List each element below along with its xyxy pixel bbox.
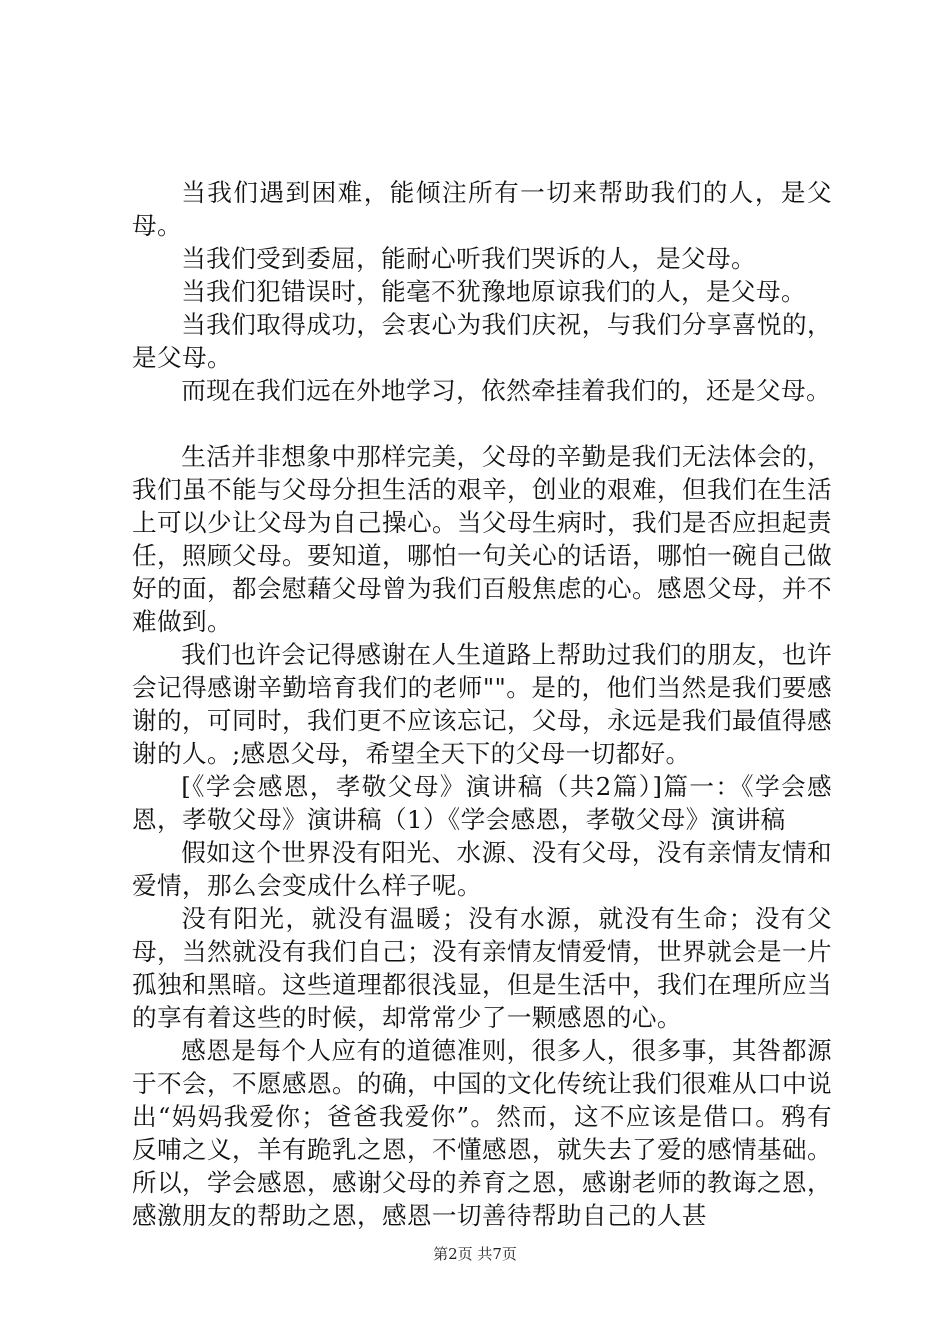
paragraph-5: 而现在我们远在外地学习，依然牵挂着我们的，还是父母。 [181, 376, 832, 405]
paragraph-4: 当我们取得成功，会衷心为我们庆祝，与我们分享喜悦的，是父母。 [132, 310, 832, 372]
paragraph-10: 没有阳光，就没有温暖；没有水源，就没有生命；没有父母，当然就没有我们自己；没有亲情友情爱情，世界就会是一片孤独和黑暗。这些道理都很浅显，但是生活中，我们在理所应当的享有着这些的时候，却常常少了一颗感恩的心。 [132, 904, 832, 1032]
paragraph-8: [《学会感恩，孝敬父母》演讲稿（共2篇）]篇一：《学会感恩，孝敬父母》演讲稿（1）《学会感恩，孝敬父母》演讲稿 [132, 772, 832, 834]
paragraph-11: 感恩是每个人应有的道德准则，很多人，很多事，其咎都源于不会，不愿感恩。的确，中国的文化传统让我们很难从口中说出“妈妈我爱你；爸爸我爱你”。然而，这不应该是借口。鸦有反哺之义，羊有跪乳之恩，不懂感恩，就失去了爱的感情基础。所以，学会感恩，感谢父母的养育之恩，感谢老师的教诲之恩，感激朋友的帮助之恩，感恩一切善待帮助自己的人甚 [132, 1036, 832, 1230]
paragraph-1: 当我们遇到困难，能倾注所有一切来帮助我们的人，是父母。 [132, 178, 832, 240]
paragraph-7: 我们也许会记得感谢在人生道路上帮助过我们的朋友，也许会记得感谢辛勤培育我们的老师""。是的，他们当然是我们要感谢的，可同时，我们更不应该忘记，父母，永远是我们最值得感谢的人。;感恩父母，希望全天下的父母一切都好。 [132, 640, 832, 768]
paragraph-3: 当我们犯错误时，能毫不犹豫地原谅我们的人，是父母。 [181, 277, 807, 306]
paragraph-6: 生活并非想象中那样完美，父母的辛勤是我们无法体会的，我们虽不能与父母分担生活的艰辛，创业的艰难，但我们在生活上可以少让父母为自己操心。当父母生病时，我们是否应担起责任，照顾父母。要知道，哪怕一句关心的话语，哪怕一碗自己做好的面，都会慰藉父母曾为我们百般焦虑的心。感恩父母，并不难做到。 [132, 442, 832, 636]
paragraph-9: 假如这个世界没有阳光、水源、没有父母，没有亲情友情和爱情，那么会变成什么样子呢。 [132, 838, 832, 900]
page-number-footer: 第2页 共7页 [433, 1245, 517, 1263]
document-body [132, 176, 832, 1232]
paragraph-2: 当我们受到委屈，能耐心听我们哭诉的人，是父母。 [181, 244, 757, 273]
